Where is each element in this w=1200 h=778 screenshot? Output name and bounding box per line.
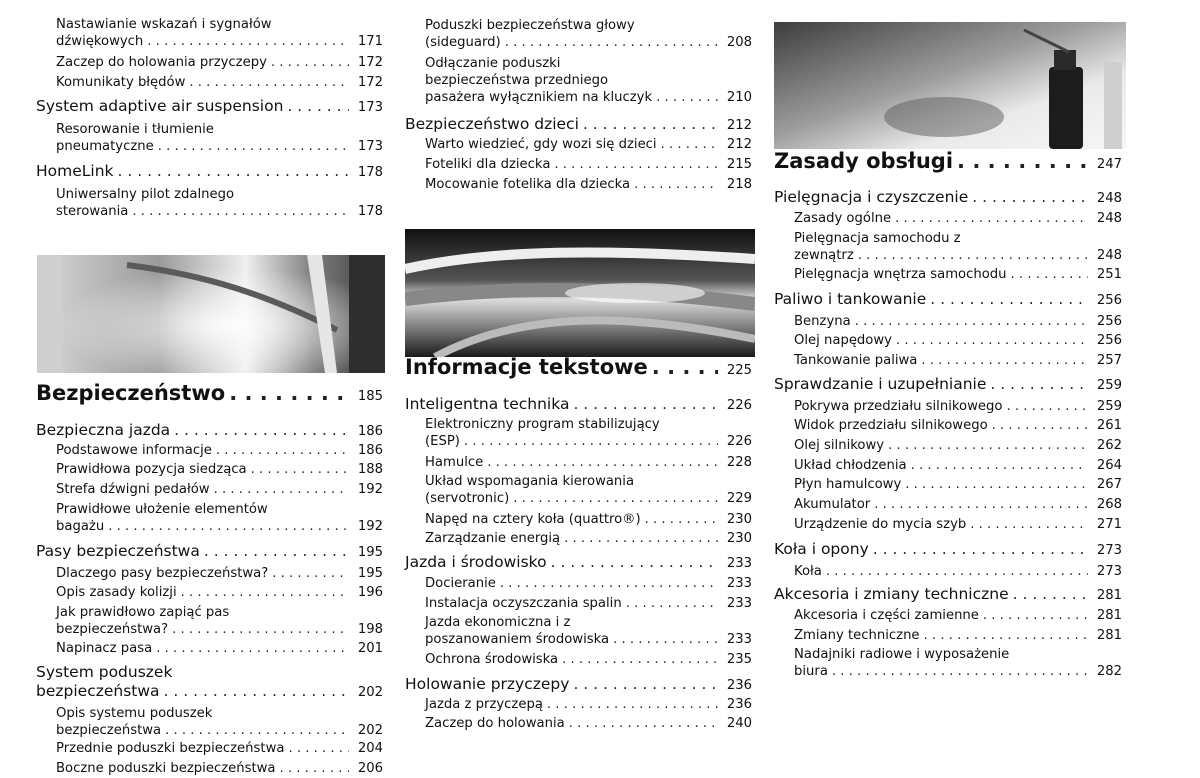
toc-section-title: bezpieczeństwa: [36, 682, 160, 700]
toc-entry[interactable]: [36, 760, 387, 777]
toc-entry[interactable]: [774, 437, 1126, 454]
toc-entry[interactable]: [36, 461, 387, 478]
toc-entry-title: Benzyna: [794, 314, 851, 329]
toc-entry-title: bagażu: [56, 519, 105, 534]
toc-page-number: 195: [357, 545, 383, 560]
toc-entry-title: Zasady ogólne: [794, 211, 892, 226]
toc-entry-title: bezpieczeństwa przedniego: [425, 73, 609, 88]
toc-section[interactable]: [36, 97, 387, 117]
toc-section-title: Jazda i środowisko: [405, 553, 547, 571]
toc-entry-title: Hamulce: [425, 455, 484, 470]
toc-entry[interactable]: [405, 614, 756, 648]
toc-page-number: 236: [726, 697, 752, 712]
toc-section[interactable]: [405, 553, 756, 573]
toc-entry[interactable]: [774, 398, 1126, 415]
toc-entry-title: Układ wspomagania kierowania: [425, 474, 635, 489]
toc-page-number: 257: [1096, 353, 1122, 368]
toc-entry-title: Napęd na cztery koła (quattro®): [425, 512, 641, 527]
toc-section[interactable]: [774, 585, 1126, 605]
toc-section[interactable]: [774, 540, 1126, 560]
toc-page-number: 212: [726, 118, 752, 133]
toc-entry-title: Docieranie: [425, 576, 496, 591]
toc-section-title: Akcesoria i zmiany techniczne: [774, 585, 1009, 603]
toc-page-number: 173: [357, 139, 383, 154]
toc-page-number: 256: [1096, 293, 1122, 308]
toc-page-number: 212: [726, 137, 752, 152]
toc-section-title: HomeLink: [36, 162, 114, 180]
toc-page-number: 262: [1096, 438, 1122, 453]
toc-entry[interactable]: [36, 501, 387, 535]
toc-page-number: 256: [1096, 314, 1122, 329]
toc-page-number: 225: [726, 363, 752, 378]
toc-entry[interactable]: [36, 186, 387, 220]
toc-entry-title: sterowania: [56, 204, 129, 219]
toc-entry-title: Widok przedziału silnikowego: [794, 418, 988, 433]
toc-section-title: Holowanie przyczepy: [405, 675, 570, 693]
toc-entry-title: Akcesoria i części zamienne: [794, 608, 979, 623]
toc-entry-title: Olej napędowy: [794, 333, 892, 348]
toc-entry-title: Pielęgnacja samochodu z: [794, 231, 961, 246]
toc-entry-title: Pokrywa przedziału silnikowego: [794, 399, 1003, 414]
toc-entry-title: Odłączanie poduszki: [425, 56, 561, 71]
toc-page-number: 172: [357, 75, 383, 90]
toc-page-number: 281: [1096, 628, 1122, 643]
toc-page-number: 202: [357, 723, 383, 738]
toc-chapter-title: Zasady obsługi: [774, 149, 954, 173]
toc-entry-title: Prawidłowe ułożenie elementów: [56, 502, 268, 517]
toc-entry[interactable]: [774, 563, 1126, 580]
toc-entry-title: Koła: [794, 564, 822, 579]
toc-entry[interactable]: [774, 516, 1126, 533]
toc-entry[interactable]: [405, 715, 756, 732]
toc-page-number: 171: [357, 34, 383, 49]
toc-page-number: 195: [357, 566, 383, 581]
toc-page-number: 281: [1096, 608, 1122, 623]
toc-entry-title: Zaczep do holowania przyczepy: [56, 55, 267, 70]
toc-section-title: Koła i opony: [774, 540, 869, 558]
toc-entry-title: Pielęgnacja wnętrza samochodu: [794, 267, 1007, 282]
toc-page-number: 173: [357, 100, 383, 115]
toc-entry-title: bezpieczeństwa: [56, 723, 162, 738]
toc-entry[interactable]: [774, 313, 1126, 330]
toc-entry[interactable]: [774, 627, 1126, 644]
toc-page-number: 240: [726, 716, 752, 731]
toc-entry[interactable]: [774, 230, 1126, 264]
road-photo: [405, 229, 755, 357]
toc-page-number: 226: [726, 398, 752, 413]
toc-section[interactable]: [36, 421, 387, 441]
toc-page-number: 185: [357, 389, 383, 404]
toc-entry[interactable]: [405, 136, 756, 153]
toc-entry[interactable]: [405, 696, 756, 713]
toc-section-title: Bezpieczeństwo dzieci: [405, 115, 579, 133]
toc-entry-title: Poduszki bezpieczeństwa głowy: [425, 18, 635, 33]
toc-page-number: 228: [726, 455, 752, 470]
toc-entry[interactable]: [36, 740, 387, 757]
toc-section[interactable]: [405, 395, 756, 415]
toc-entry[interactable]: [405, 156, 756, 173]
toc-entry-title: Warto wiedzieć, gdy wozi się dzieci: [425, 137, 657, 152]
toc-entry[interactable]: [405, 176, 756, 193]
toc-chapter[interactable]: [774, 148, 1126, 178]
toc-page-number: 202: [357, 685, 383, 700]
toc-section[interactable]: [36, 162, 387, 182]
toc-page-number: 210: [726, 90, 752, 105]
toc-section[interactable]: [774, 188, 1126, 208]
toc-entry[interactable]: [36, 121, 387, 155]
toc-section-title: Paliwo i tankowanie: [774, 290, 927, 308]
toc-entry-title: Nastawianie wskazań i sygnałów: [56, 17, 272, 32]
toc-page-number: 218: [726, 177, 752, 192]
toc-entry[interactable]: [774, 646, 1126, 680]
toc-page-number: 251: [1096, 267, 1122, 282]
toc-entry-title: Napinacz pasa: [56, 641, 153, 656]
toc-entry-title: Mocowanie fotelika dla dziecka: [425, 177, 631, 192]
toc-entry[interactable]: [405, 473, 756, 507]
toc-entry-title: zewnątrz: [794, 248, 854, 263]
toc-entry-title: Instalacja oczyszczania spalin: [425, 596, 622, 611]
toc-entry-title: Urządzenie do mycia szyb: [794, 517, 967, 532]
toc-entry[interactable]: [774, 476, 1126, 493]
toc-page-number: 235: [726, 652, 752, 667]
toc-entry[interactable]: [36, 442, 387, 459]
oil-can-photo: [774, 22, 1126, 149]
toc-section-title: Sprawdzanie i uzupełnianie: [774, 375, 987, 393]
toc-entry-title: pasażera wyłącznikiem na kluczyk: [425, 90, 653, 105]
toc-entry-title: Dlaczego pasy bezpieczeństwa?: [56, 566, 269, 581]
toc-entry[interactable]: [36, 54, 387, 71]
toc-entry[interactable]: [36, 705, 387, 739]
toc-page-number: 188: [357, 462, 383, 477]
toc-page-number: 178: [357, 165, 383, 180]
toc-page-number: 248: [1096, 248, 1122, 263]
toc-entry[interactable]: [774, 417, 1126, 434]
toc-page-number: 215: [726, 157, 752, 172]
toc-page-number: 206: [357, 761, 383, 776]
toc-page-number: 172: [357, 55, 383, 70]
toc-section[interactable]: [405, 115, 756, 135]
toc-page-number: 256: [1096, 333, 1122, 348]
toc-section-title: Bezpieczna jazda: [36, 421, 171, 439]
toc-entry[interactable]: [774, 607, 1126, 624]
toc-entry-title: Zaczep do holowania: [425, 716, 565, 731]
toc-page-number: 282: [1096, 664, 1122, 679]
toc-entry-title: Prawidłowa pozycja siedząca: [56, 462, 247, 477]
toc-chapter[interactable]: [36, 380, 387, 410]
toc-entry[interactable]: [36, 584, 387, 601]
toc-page-number: 248: [1096, 211, 1122, 226]
toc-section-title: Pasy bezpieczeństwa: [36, 542, 200, 560]
toc-entry-title: Akumulator: [794, 497, 871, 512]
toc-page-number: 233: [726, 556, 752, 571]
toc-page-number: 178: [357, 204, 383, 219]
toc-page-number: 273: [1096, 543, 1122, 558]
toc-entry[interactable]: [36, 604, 387, 638]
toc-entry[interactable]: [405, 17, 756, 51]
toc-entry-title: Podstawowe informacje: [56, 443, 212, 458]
toc-entry-title: Strefa dźwigni pedałów: [56, 482, 210, 497]
toc-page-number: 281: [1096, 588, 1122, 603]
toc-page-number: 233: [726, 596, 752, 611]
toc-section-title: Pielęgnacja i czyszczenie: [774, 188, 969, 206]
toc-entry-title: (servotronic): [425, 491, 510, 506]
toc-page-number: 186: [357, 424, 383, 439]
toc-page-number: 264: [1096, 458, 1122, 473]
toc-page-number: 259: [1096, 378, 1122, 393]
toc-entry-title: Foteliki dla dziecka: [425, 157, 551, 172]
toc-page-number: 230: [726, 512, 752, 527]
toc-entry-title: Elektroniczny program stabilizujący: [425, 417, 660, 432]
toc-entry-title: Płyn hamulcowy: [794, 477, 902, 492]
toc-page-number: 259: [1096, 399, 1122, 414]
toc-entry-title: Jazda z przyczepą: [425, 697, 543, 712]
toc-entry-title: Tankowanie paliwa: [794, 353, 918, 368]
toc-entry-title: Opis systemu poduszek: [56, 706, 213, 721]
toc-page-number: 268: [1096, 497, 1122, 512]
toc-entry[interactable]: [36, 16, 387, 50]
toc-entry-title: Zmiany techniczne: [794, 628, 920, 643]
toc-page-number: 226: [726, 434, 752, 449]
toc-entry-title: (sideguard): [425, 35, 501, 50]
toc-section[interactable]: [774, 290, 1126, 310]
toc-section[interactable]: [36, 663, 387, 702]
toc-entry-title: (ESP): [425, 434, 460, 449]
toc-entry-title: Resorowanie i tłumienie: [56, 122, 214, 137]
toc-entry-title: Uniwersalny pilot zdalnego: [56, 187, 235, 202]
toc-entry-title: pneumatyczne: [56, 139, 154, 154]
toc-entry[interactable]: [36, 565, 387, 582]
toc-entry[interactable]: [405, 530, 756, 547]
toc-page-number: 233: [726, 632, 752, 647]
toc-page-number: 196: [357, 585, 383, 600]
toc-entry-title: Przednie poduszki bezpieczeństwa: [56, 741, 285, 756]
toc-page-number: 247: [1096, 157, 1122, 172]
toc-entry-title: bezpieczeństwa?: [56, 622, 169, 637]
toc-entry[interactable]: [405, 511, 756, 528]
toc-page-number: 208: [726, 35, 752, 50]
toc-entry-title: Jazda ekonomiczna i z: [425, 615, 571, 630]
toc-page-number: 267: [1096, 477, 1122, 492]
toc-entry[interactable]: [405, 651, 756, 668]
toc-page-number: 236: [726, 678, 752, 693]
toc-entry[interactable]: [405, 454, 756, 471]
toc-entry-title: Komunikaty błędów: [56, 75, 186, 90]
toc-entry-title: Nadajniki radiowe i wyposażenie: [794, 647, 1010, 662]
toc-entry-title: Boczne poduszki bezpieczeństwa: [56, 761, 276, 776]
toc-section-title: Inteligentna technika: [405, 395, 570, 413]
toc-page-number: 204: [357, 741, 383, 756]
toc-page-number: 261: [1096, 418, 1122, 433]
toc-section-title: System adaptive air suspension: [36, 97, 284, 115]
toc-section[interactable]: [405, 675, 756, 695]
toc-page-number: 248: [1096, 191, 1122, 206]
toc-entry-title: Zarządzanie energią: [425, 531, 561, 546]
toc-page-number: 229: [726, 491, 752, 506]
toc-entry[interactable]: [774, 332, 1126, 349]
toc-entry[interactable]: [36, 640, 387, 657]
toc-entry[interactable]: [36, 74, 387, 91]
toc-entry-title: poszanowaniem środowiska: [425, 632, 610, 647]
toc-section[interactable]: [36, 542, 387, 562]
toc-entry[interactable]: [36, 481, 387, 498]
toc-page-number: 233: [726, 576, 752, 591]
toc-page-number: 192: [357, 482, 383, 497]
toc-page-number: 201: [357, 641, 383, 656]
toc-entry[interactable]: [405, 55, 756, 106]
toc-entry[interactable]: [774, 457, 1126, 474]
toc-entry[interactable]: [774, 352, 1126, 369]
toc-page-number: 186: [357, 443, 383, 458]
toc-chapter-title: Bezpieczeństwo: [36, 381, 226, 405]
toc-entry[interactable]: [405, 416, 756, 450]
toc-entry-title: Ochrona środowiska: [425, 652, 559, 667]
toc-entry-title: Olej silnikowy: [794, 438, 885, 453]
toc-section-title: System poduszek: [36, 663, 173, 681]
toc-entry[interactable]: [774, 266, 1126, 283]
toc-page-number: 273: [1096, 564, 1122, 579]
toc-entry-title: Układ chłodzenia: [794, 458, 907, 473]
toc-chapter-title: Informacje tekstowe: [405, 355, 648, 379]
toc-page-number: 230: [726, 531, 752, 546]
toc-page-number: 271: [1096, 517, 1122, 532]
toc-section[interactable]: [774, 375, 1126, 395]
toc-page-number: 192: [357, 519, 383, 534]
toc-chapter[interactable]: [405, 354, 756, 384]
seatbelt-photo: [37, 255, 385, 373]
toc-entry[interactable]: [405, 595, 756, 612]
toc-entry-title: dźwiękowych: [56, 34, 144, 49]
toc-entry[interactable]: [774, 496, 1126, 513]
toc-entry-title: biura: [794, 664, 828, 679]
toc-entry[interactable]: [774, 210, 1126, 227]
toc-entry-title: Jak prawidłowo zapiąć pas: [56, 605, 230, 620]
toc-page-number: 198: [357, 622, 383, 637]
toc-entry-title: Opis zasady kolizji: [56, 585, 177, 600]
toc-entry[interactable]: [405, 575, 756, 592]
